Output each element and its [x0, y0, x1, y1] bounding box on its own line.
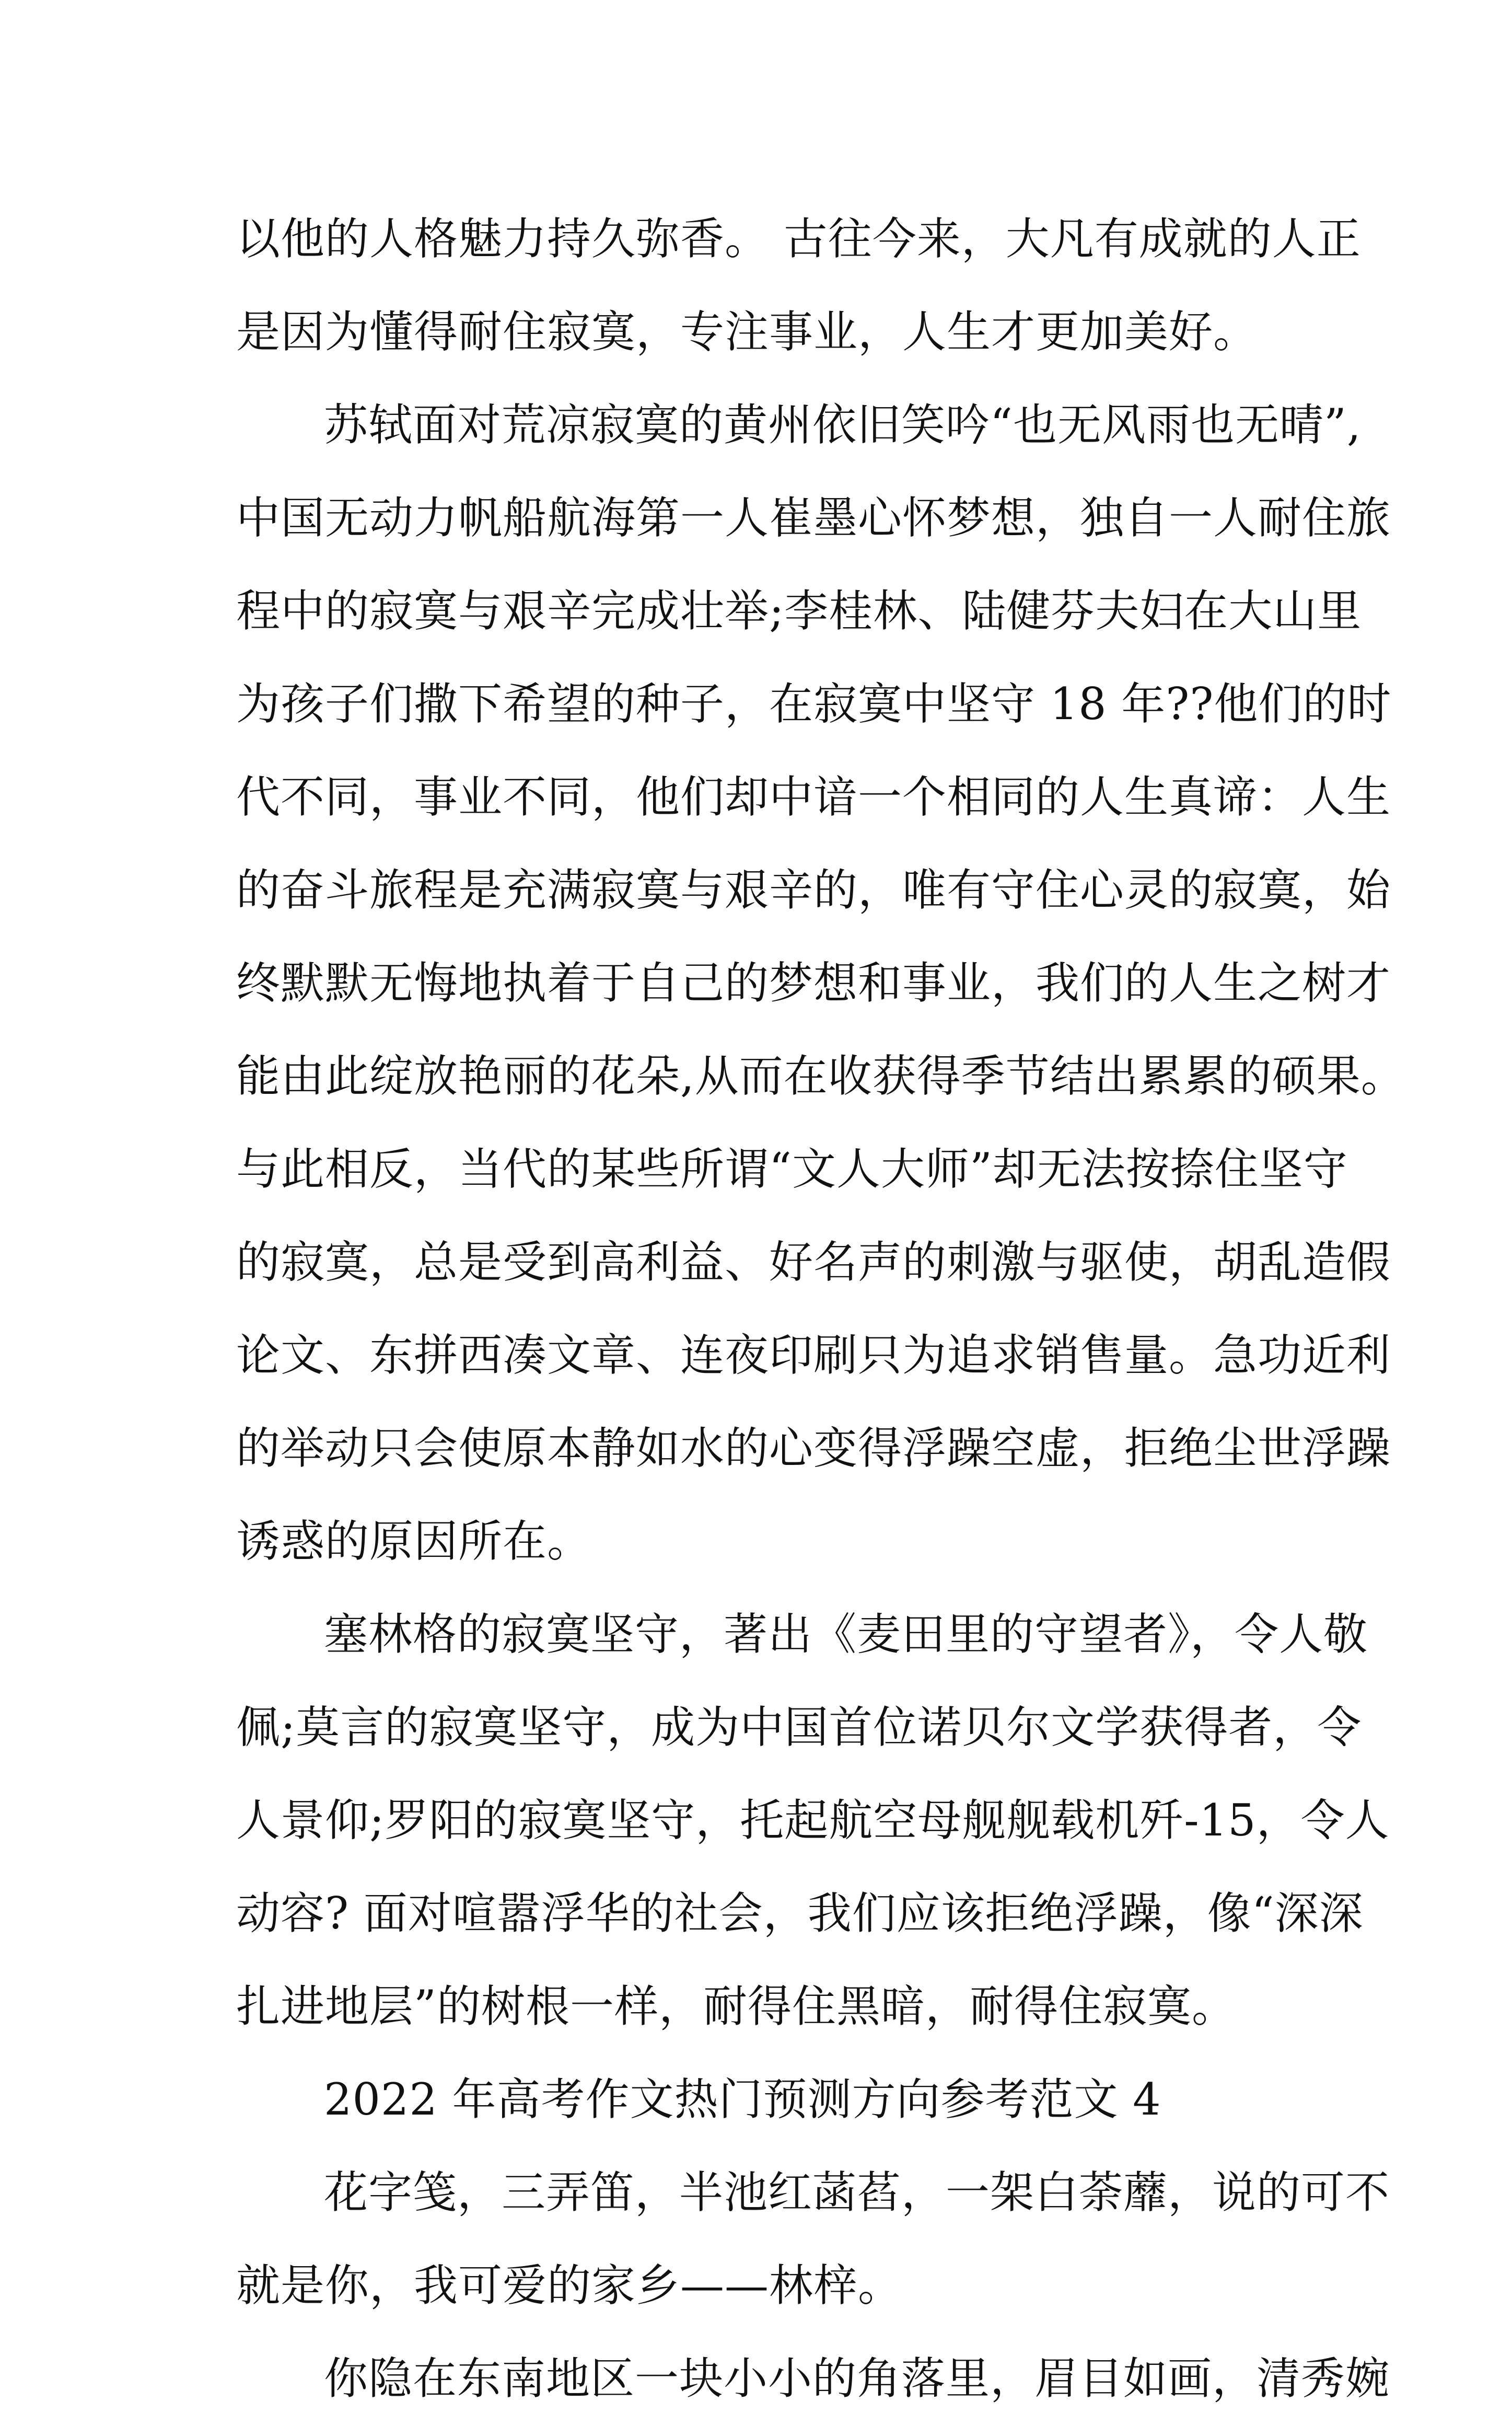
text-line: 代不同，事业不同，他们却中谙一个相同的人生真谛：人生 — [236, 771, 1391, 823]
text-line: 的寂寞，总是受到高利益、好名声的刺激与驱使，胡乱造假 — [236, 1237, 1391, 1288]
text-line: 人景仰;罗阳的寂寞坚守，托起航空母舰舰载机歼-15，令人 — [236, 1795, 1390, 1846]
text-line: 就是你，我可爱的家乡——林梓。 — [236, 2260, 903, 2311]
paragraph-start-line: 你隐在东南地区一块小小的角落里，眉目如画，清秀婉 — [324, 2353, 1390, 2404]
text-line: 是因为懂得耐住寂寞，专注事业，人生才更加美好。 — [236, 306, 1258, 357]
text-line: 为孩子们撒下希望的种子，在寂寞中坚守 18 年??他们的时 — [236, 678, 1392, 730]
text-line: 佩;莫言的寂寞坚守，成为中国首位诺贝尔文学获得者，令 — [236, 1702, 1362, 1753]
text-line: 以他的人格魅力持久弥香。 古往今来，大凡有成就的人正 — [236, 213, 1361, 264]
text-line: 终默默无悔地执着于自己的梦想和事业，我们的人生之树才 — [236, 957, 1391, 1009]
text-line: 扎进地层”的树根一样，耐得住黑暗，耐得住寂寞。 — [236, 1981, 1236, 2032]
text-line: 的举动只会使原本静如水的心变得浮躁空虚，拒绝尘世浮躁 — [236, 1423, 1391, 1474]
text-line: 的奋斗旅程是充满寂寞与艰辛的，唯有守住心灵的寂寞，始 — [236, 864, 1391, 916]
text-line: 程中的寂寞与艰辛完成壮举;李桂林、陆健芬夫妇在大山里 — [236, 585, 1362, 637]
text-line: 论文、东拼西凑文章、连夜印刷只为追求销售量。急功近利 — [236, 1330, 1391, 1381]
text-line: 诱惑的原因所在。 — [236, 1516, 592, 1567]
paragraph-start-line: 苏轼面对荒凉寂寞的黄州依旧笑吟“也无风雨也无晴”, — [324, 399, 1362, 451]
paragraph-start-line: 塞林格的寂寞坚守，著出《麦田里的守望者》，令人敬 — [324, 1609, 1368, 1660]
text-line: 中国无动力帆船航海第一人崔墨心怀梦想，独自一人耐住旅 — [236, 492, 1391, 544]
text-line: 能由此绽放艳丽的花朵,从而在收获得季节结出累累的硕果。 — [236, 1050, 1405, 1102]
text-line: 与此相反，当代的某些所谓“文人大师”却无法按捺住坚守 — [236, 1144, 1348, 1195]
section-heading: 2022 年高考作文热门预测方向参考范文 4 — [324, 2074, 1161, 2125]
text-line: 动容? 面对喧嚣浮华的社会，我们应该拒绝浮躁，像“深深 — [236, 1888, 1364, 1939]
essay-body — [236, 192, 1405, 2425]
paragraph-start-line: 花字笺，三弄笛，半池红菡萏，一架白荼蘼，说的可不 — [324, 2167, 1390, 2218]
